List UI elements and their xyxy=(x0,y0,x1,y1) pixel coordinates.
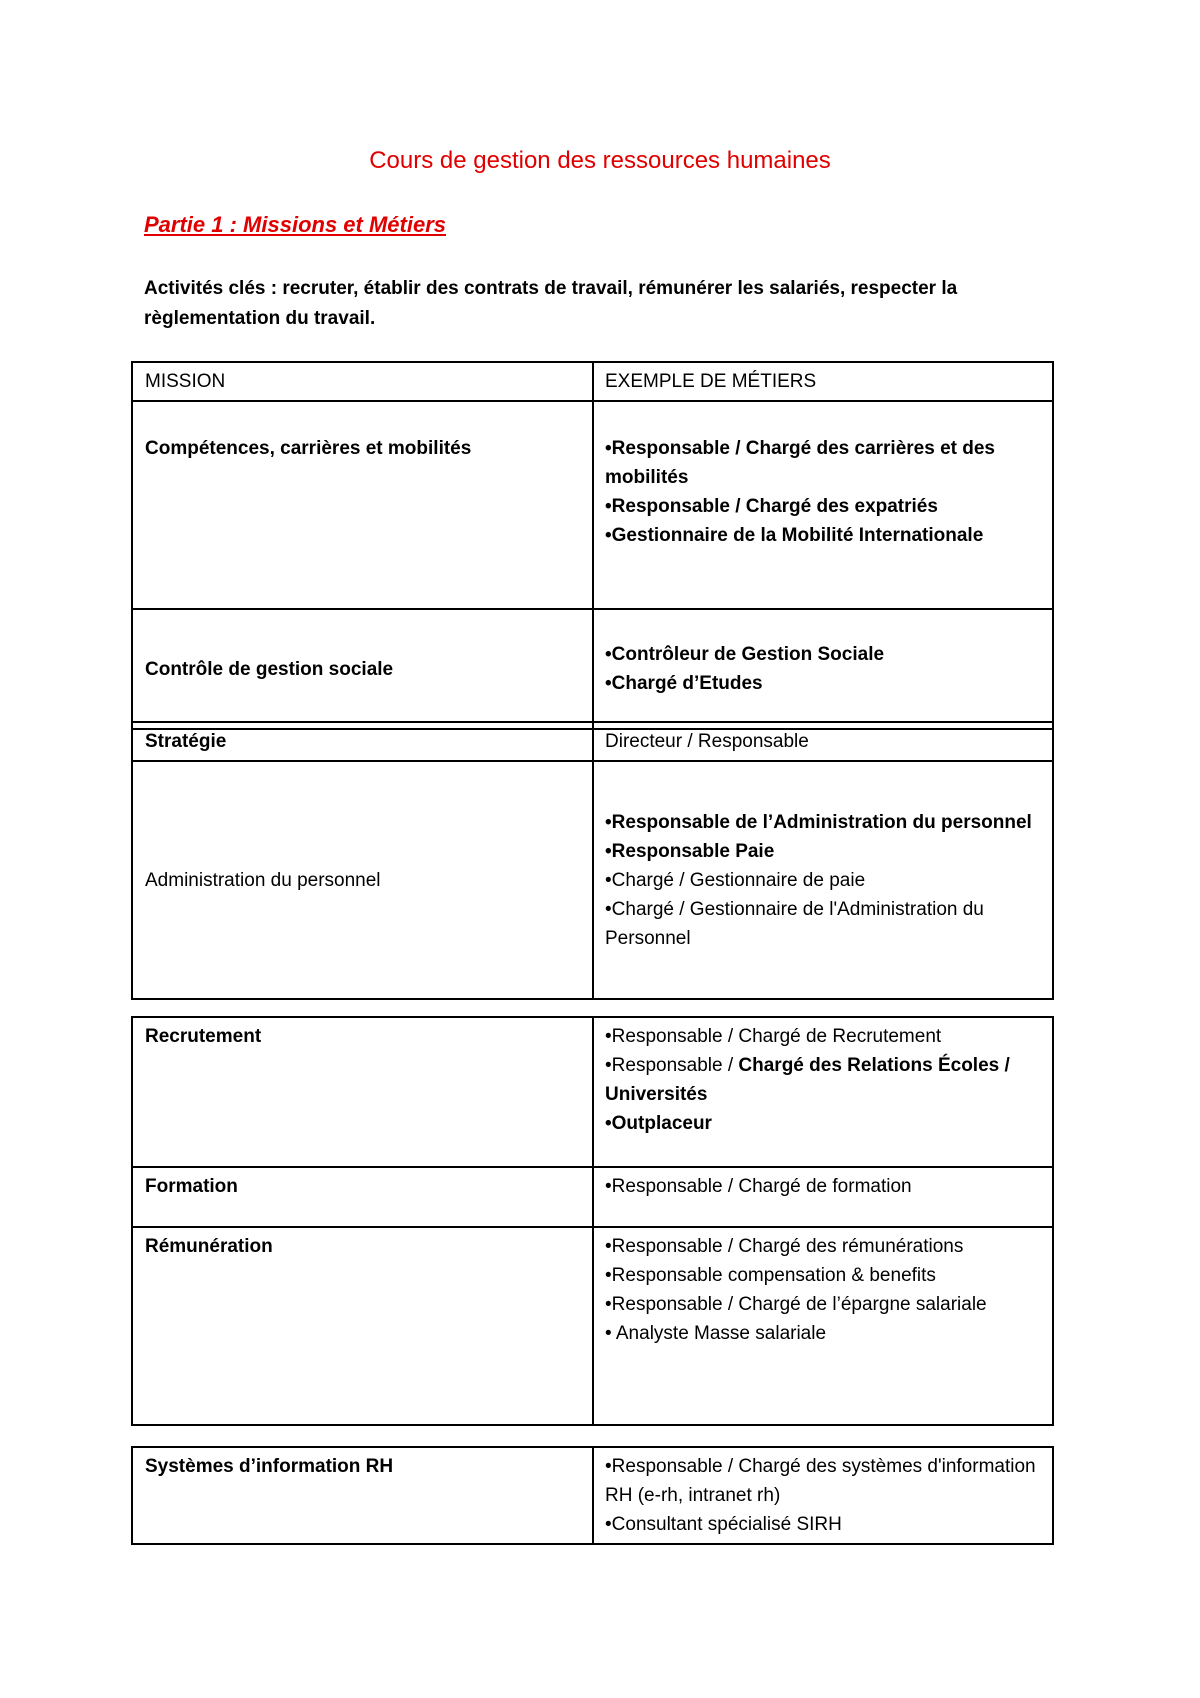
metiers-cell xyxy=(593,1447,1053,1544)
header-metiers: EXEMPLE DE MÉTIERS xyxy=(593,362,1053,401)
table-row xyxy=(132,609,1053,729)
metier-item: • Analyste Masse salariale xyxy=(605,1323,827,1344)
metier-item: •Responsable compensation & benefits xyxy=(605,1265,936,1286)
missions-table-4 xyxy=(131,1446,1054,1545)
metier-item: •Responsable / Chargé de formation xyxy=(605,1176,912,1197)
table-header-row xyxy=(132,722,1053,761)
header-metiers: Directeur / Responsable xyxy=(593,722,1053,761)
metier-item-prefix: •Responsable / xyxy=(605,1055,739,1076)
mission-cell: Contrôle de gestion sociale xyxy=(132,609,593,729)
metier-item: •Responsable / Chargé des expatriés xyxy=(605,496,938,517)
metier-item: •Chargé / Gestionnaire de l'Administration du Personnel xyxy=(605,898,984,949)
header-mission: MISSION xyxy=(132,362,593,401)
metier-item: •Chargé d’Etudes xyxy=(605,673,763,694)
metier-item: •Responsable / Chargé des carrières et des mobilités xyxy=(605,438,995,488)
table-row xyxy=(132,1167,1053,1227)
metiers-cell xyxy=(593,1227,1053,1425)
missions-table-2 xyxy=(131,721,1054,1000)
missions-table-3 xyxy=(131,1016,1054,1426)
metier-item: •Responsable / Chargé des rémunérations xyxy=(605,1236,964,1257)
metiers-cell xyxy=(593,609,1053,729)
mission-cell: Administration du personnel xyxy=(132,761,593,999)
metier-item: •Responsable Paie xyxy=(605,840,775,862)
intro-paragraph: Activités clés : recruter, établir des contrats de travail, rémunérer les salariés, respecter la règlementation du travail. xyxy=(144,278,958,329)
metier-item: •Responsable / Chargé des systèmes d'information RH (e-rh, intranet rh) xyxy=(605,1456,1036,1506)
metier-item: •Gestionnaire de la Mobilité Internationale xyxy=(605,525,984,546)
table-row xyxy=(132,1017,1053,1167)
metiers-cell xyxy=(593,761,1053,999)
header-mission: Stratégie xyxy=(132,722,593,761)
missions-table-1 xyxy=(131,361,1054,730)
metiers-cell xyxy=(593,401,1053,609)
table-row xyxy=(132,1227,1053,1425)
mission-cell: Formation xyxy=(132,1167,593,1227)
mission-cell: Recrutement xyxy=(132,1017,593,1167)
metier-item: •Responsable / Chargé de l’épargne salariale xyxy=(605,1294,987,1315)
metier-item xyxy=(605,1051,1040,1109)
metier-item: •Chargé / Gestionnaire de paie xyxy=(605,869,866,891)
table-row xyxy=(132,1447,1053,1544)
metier-item: •Outplaceur xyxy=(605,1113,712,1134)
mission-cell: Systèmes d’information RH xyxy=(132,1447,593,1544)
metiers-cell xyxy=(593,1167,1053,1227)
table-row xyxy=(132,401,1053,609)
metier-item: •Contrôleur de Gestion Sociale xyxy=(605,644,885,665)
metier-item: •Responsable de l’Administration du personnel xyxy=(605,811,1032,833)
mission-cell: Rémunération xyxy=(132,1227,593,1425)
table-header-row xyxy=(132,362,1053,401)
metier-item: •Responsable / Chargé de Recrutement xyxy=(605,1026,942,1047)
mission-cell: Compétences, carrières et mobilités xyxy=(132,401,593,609)
metier-item-bold: Chargé des Relations Écoles / Universités xyxy=(605,1055,1010,1105)
document-title: Cours de gestion des ressources humaines xyxy=(369,147,831,174)
table-row xyxy=(132,761,1053,999)
metiers-cell xyxy=(593,1017,1053,1167)
section-heading: Partie 1 : Missions et Métiers xyxy=(144,212,446,237)
metier-item: •Consultant spécialisé SIRH xyxy=(605,1514,842,1535)
